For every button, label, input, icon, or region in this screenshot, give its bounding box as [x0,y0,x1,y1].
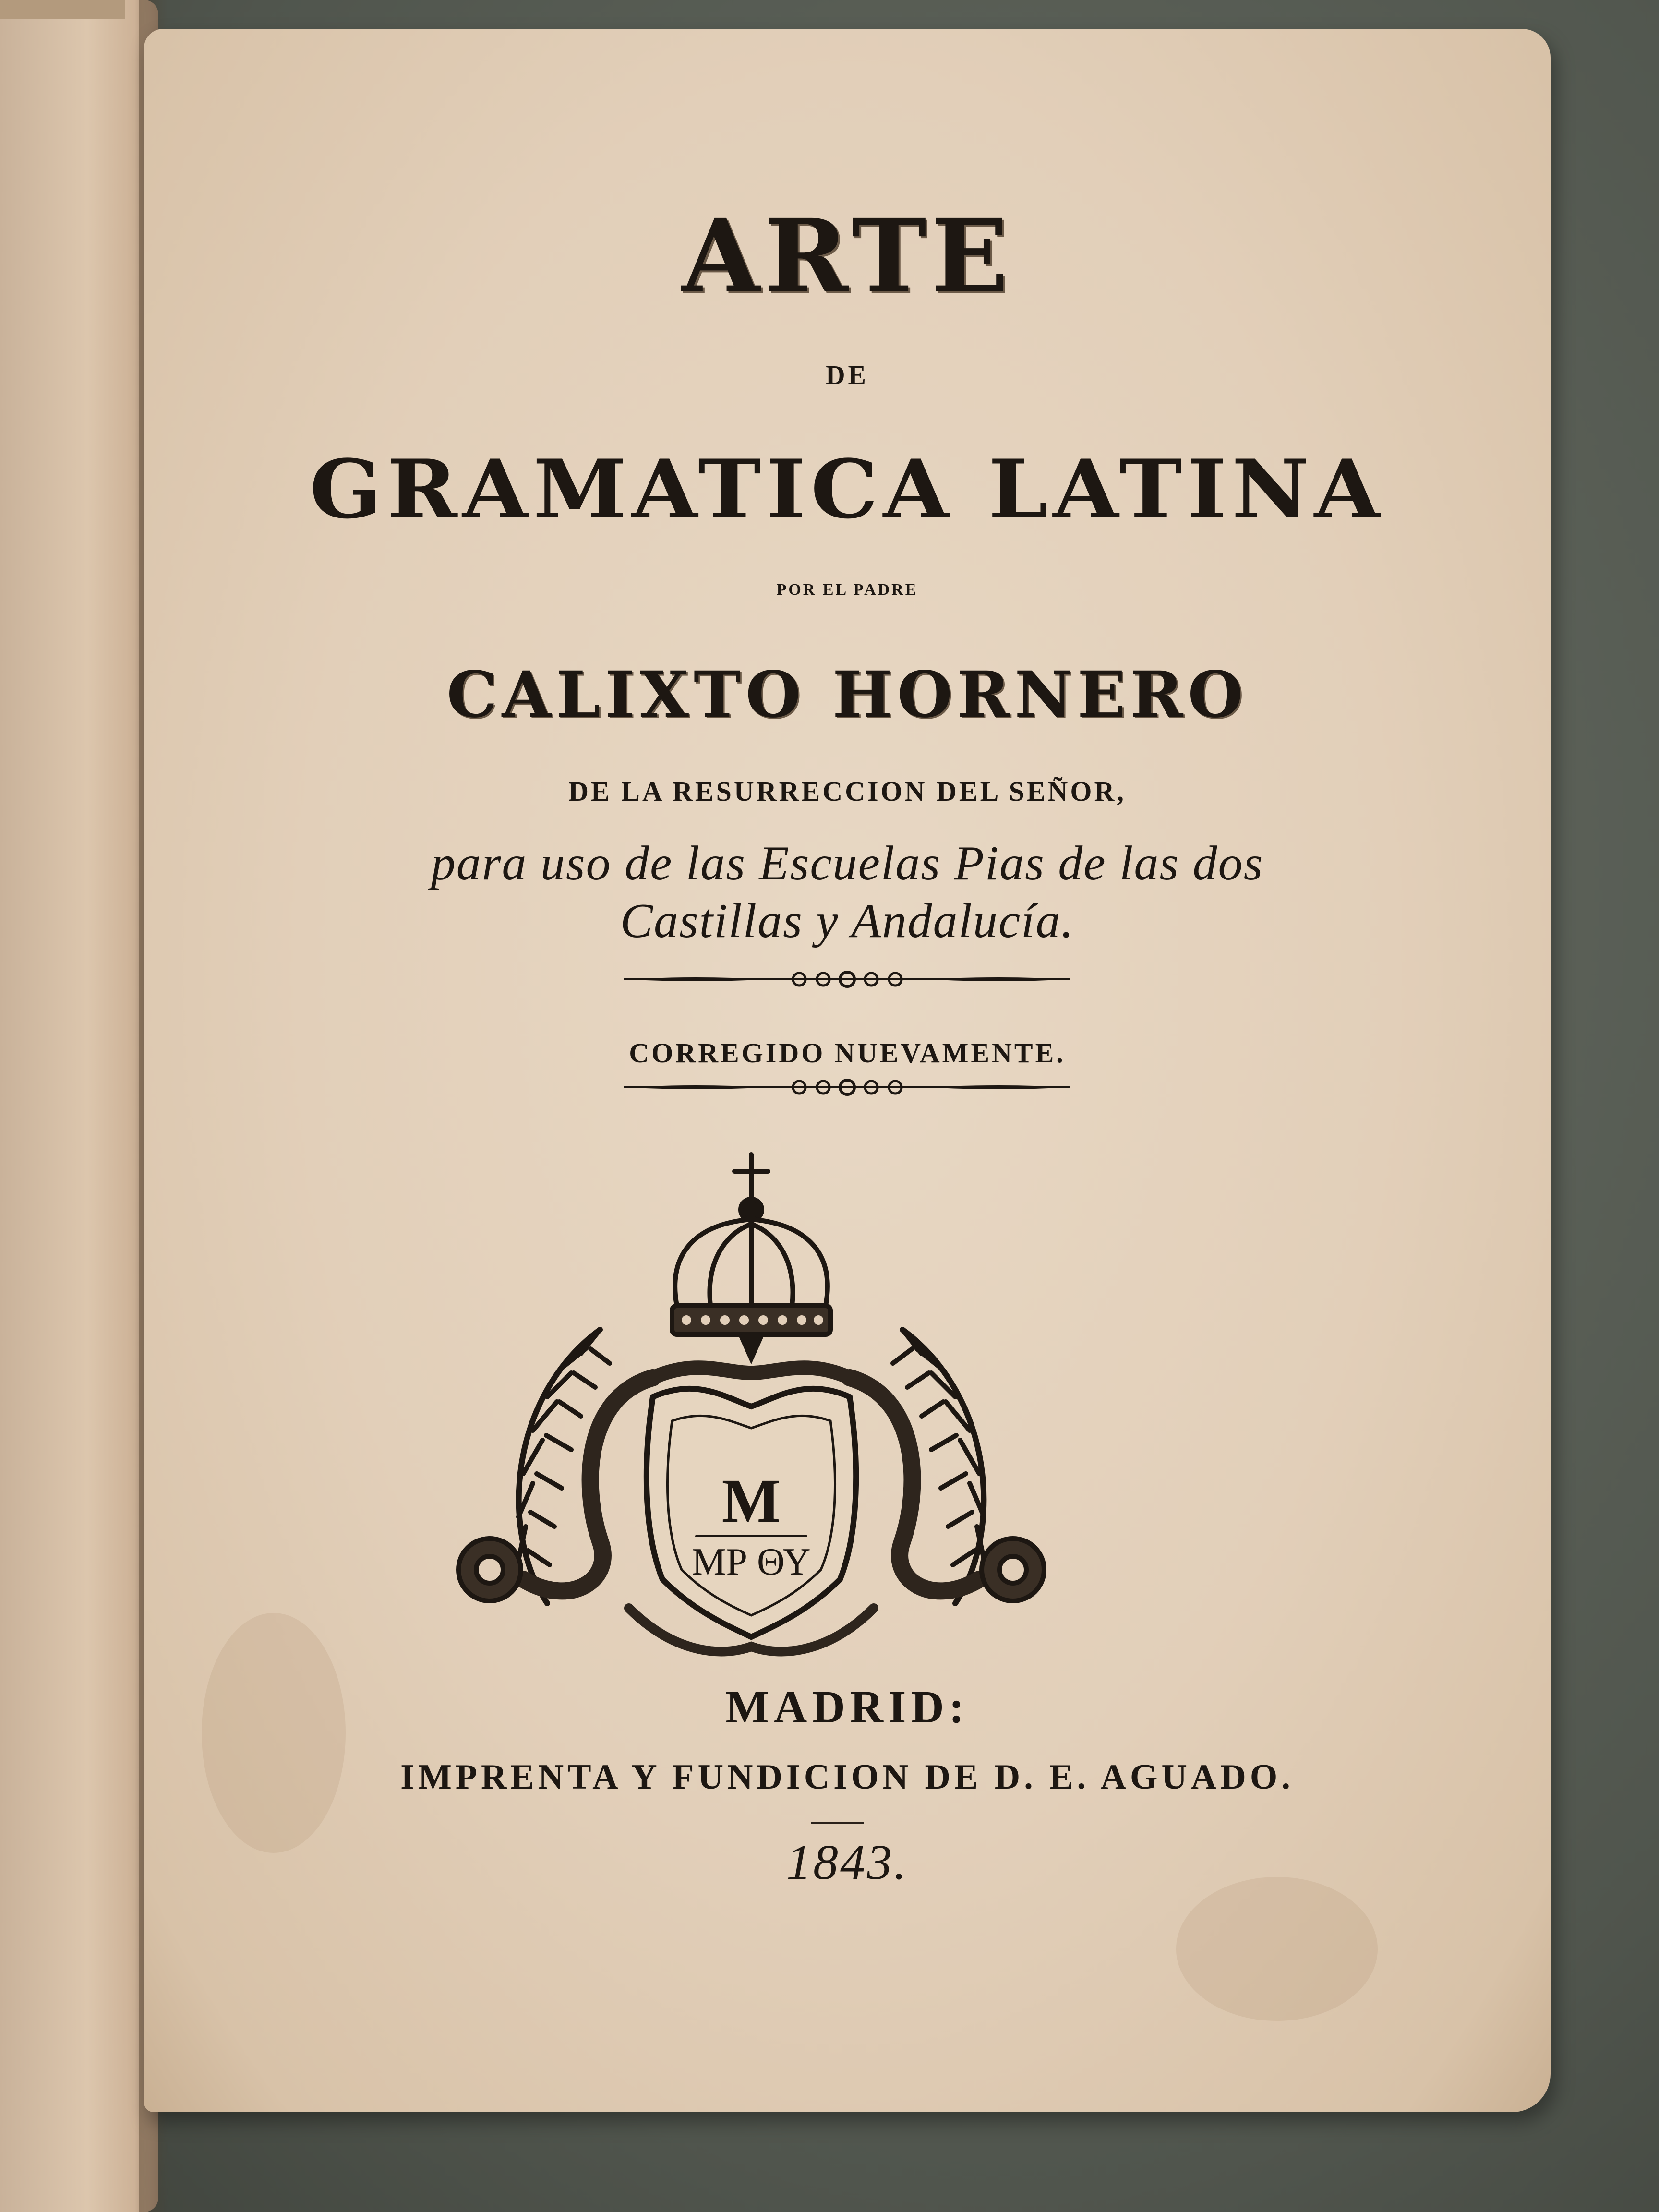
by-line: POR EL PADRE [776,581,918,599]
title-connector: DE [826,361,869,390]
ornamental-rule-bottom [144,1078,1551,1097]
imprint-city: MADRID: [725,1681,969,1732]
svg-text:ΜΡ ΘΥ: ΜΡ ΘΥ [692,1541,811,1583]
imprint-printer: IMPRENTA Y FUNDICION DE D. E. AGUADO. [400,1757,1294,1797]
ornamental-rule-top [144,970,1551,989]
imprint-year: 1843. [786,1835,908,1890]
year-divider [811,1822,864,1824]
title-subject: GRAMATICA LATINA [309,442,1385,537]
author-name: CALIXTO HORNERO [446,658,1248,732]
paper-stain [1176,1877,1378,2021]
left-page-top-edge [0,0,125,19]
edition-note: CORREGIDO NUEVAMENTE. [629,1037,1066,1069]
left-page-edge [0,0,158,2212]
author-order: DE LA RESURRECCION DEL SEÑOR, [568,776,1126,807]
crowned-coat-of-arms-icon [427,1147,1075,1675]
svg-text:M: M [721,1467,781,1536]
purpose-line-2: Castillas y Andalucía. [620,894,1074,948]
title-page [144,29,1551,2112]
title-word: ARTE [681,197,1013,315]
purpose-line-1: para uso de las Escuelas Pias de las dos [431,836,1264,890]
